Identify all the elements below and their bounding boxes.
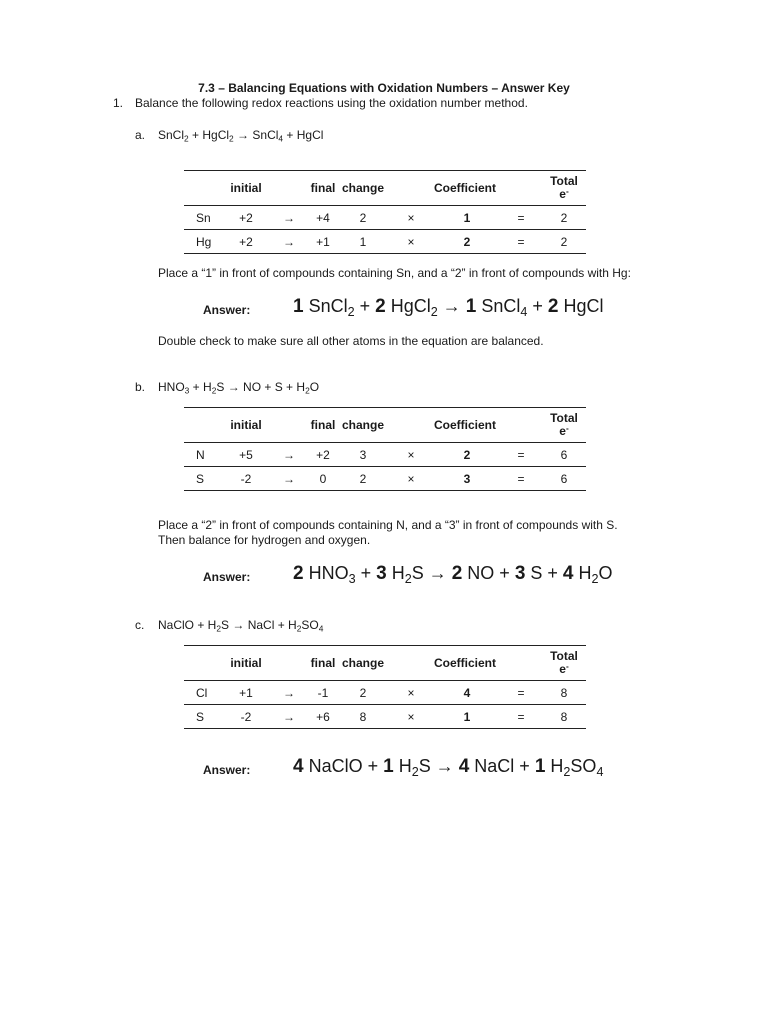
times-icon: × bbox=[388, 467, 434, 491]
arrow-icon: → bbox=[270, 705, 308, 729]
part-c-table bbox=[184, 645, 586, 729]
answer-label: Answer: bbox=[203, 570, 251, 584]
equals-icon: = bbox=[500, 443, 542, 467]
part-a-check: Double check to make sure all other atoms in the equation are balanced. bbox=[158, 334, 544, 348]
times-icon: × bbox=[388, 443, 434, 467]
header-total: Total e- bbox=[542, 646, 586, 681]
part-a-equation: a. SnCl$_2$ + HgCl$_2$ → SnCl$_4$ + HgCl bbox=[135, 128, 324, 144]
times-icon: × bbox=[388, 681, 434, 705]
header-coefficient: Coefficient bbox=[388, 408, 542, 443]
header-total: Total e- bbox=[542, 408, 586, 443]
header-final: final bbox=[308, 646, 338, 681]
table-row: Cl +1 → -1 2 × 4 = 8 bbox=[184, 681, 586, 705]
equals-icon: = bbox=[500, 681, 542, 705]
arrow-icon: → bbox=[270, 681, 308, 705]
header-initial: initial bbox=[222, 171, 270, 206]
header-final: final bbox=[308, 171, 338, 206]
part-a-note: Place a “1” in front of compounds containing Sn, and a “2” in front of compounds with Hg: bbox=[158, 266, 631, 280]
part-c-answer: 4 NaClO + 1 $H_2S \to 4$ NaCl + 1 $H_2SO_4$ bbox=[293, 756, 604, 779]
times-icon: × bbox=[388, 705, 434, 729]
part-b-answer: 2 $HNO_3 + 3$ $H_2S \to 2$ NO + 3 S + 4 $H_2O$ bbox=[293, 563, 613, 586]
arrow-icon: → bbox=[270, 206, 308, 230]
table-row: S -2 → +6 8 × 1 = 8 bbox=[184, 705, 586, 729]
equals-icon: = bbox=[500, 206, 542, 230]
part-c-equation: c. NaClO + $H_2S$ → NaCl + $H_2SO_4$ bbox=[135, 618, 324, 634]
part-b-table bbox=[184, 407, 586, 491]
part-a-answer: 1 SnCl$_2$ + 2 HgCl$_2$ → 1 SnCl$_4$ + 2 HgCl bbox=[293, 296, 604, 319]
table-row: N +5 → +2 3 × 2 = 6 bbox=[184, 443, 586, 467]
equals-icon: = bbox=[500, 705, 542, 729]
header-change: change bbox=[338, 646, 388, 681]
header-coefficient: Coefficient bbox=[388, 171, 542, 206]
header-change: change bbox=[338, 408, 388, 443]
times-icon: × bbox=[388, 230, 434, 254]
header-total: Total e- bbox=[542, 171, 586, 206]
part-b-note: Place a “2” in front of compounds containing N, and a “3” in front of compounds with S. Then balance for hydrogen and oxygen. bbox=[158, 518, 618, 547]
table-row: Sn +2 → +4 2 × 1 = 2 bbox=[184, 206, 586, 230]
header-final: final bbox=[308, 408, 338, 443]
table-row: Hg +2 → +1 1 × 2 = 2 bbox=[184, 230, 586, 254]
equals-icon: = bbox=[500, 230, 542, 254]
instruction bbox=[113, 96, 528, 110]
instruction-text: Balance the following redox reactions using the oxidation number method. bbox=[135, 96, 528, 110]
table-row: S -2 → 0 2 × 3 = 6 bbox=[184, 467, 586, 491]
part-a-table bbox=[184, 170, 586, 254]
times-icon: × bbox=[388, 206, 434, 230]
instruction-number: 1. bbox=[113, 96, 124, 110]
arrow-icon: → bbox=[270, 230, 308, 254]
answer-label: Answer: bbox=[203, 303, 251, 317]
equals-icon: = bbox=[500, 467, 542, 491]
header-initial: initial bbox=[222, 408, 270, 443]
page-title: 7.3 – Balancing Equations with Oxidation Numbers – Answer Key bbox=[198, 81, 570, 95]
header-change: change bbox=[338, 171, 388, 206]
part-b-equation: b. $HNO_3 + H_2S$ → NO + $S + H_2O$ bbox=[135, 380, 320, 396]
header-initial: initial bbox=[222, 646, 270, 681]
arrow-icon: → bbox=[270, 467, 308, 491]
arrow-icon: → bbox=[270, 443, 308, 467]
answer-label: Answer: bbox=[203, 763, 251, 777]
header-coefficient: Coefficient bbox=[388, 646, 542, 681]
